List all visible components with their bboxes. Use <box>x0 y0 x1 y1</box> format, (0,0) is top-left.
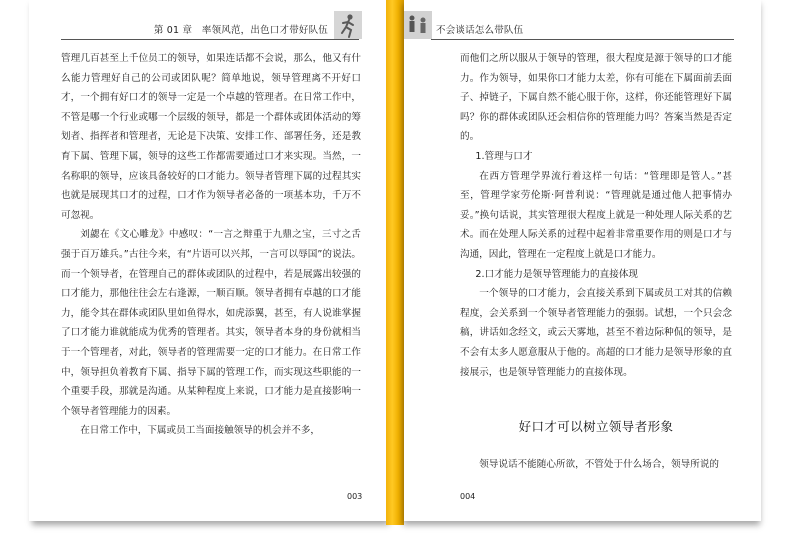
paragraph: 领导说话不能随心所欲，不管处于什么场合，领导所说的 <box>479 459 720 470</box>
section-title: 好口才可以树立领导者形象 <box>518 419 674 434</box>
paragraph: 而他们之所以服从于领导的管理，很大程度是源于领导的口才能力。作为领导，如果你口才能力太差，你有可能在下属面前丢面子、掉链子，下属自然不能心服于你，这样，你还能管理好下属吗？你的群体或团队还会相信你的管理能力吗？答案当然是否定的。 <box>460 53 732 143</box>
paragraph: 一个领导的口才能力，会直接关系到下属或员工对其的信赖程度，会关系到一个领导者管理能力的强弱。试想，一个只会念稿，讲话如念经文，或云天雾地，甚至不着边际种侃的领导，是不会有太多人愿意服从于他的。高超的口才能力是领导形象的直接展示，也是领导管理能力的直接体现。 <box>460 288 732 378</box>
left-page-number: 003 <box>347 492 363 501</box>
subheading: 2.口才能力是领导管理能力的直接体现 <box>475 268 639 280</box>
left-header-rule <box>61 39 359 40</box>
paragraph: 管理几百甚至上千位员工的领导，如果连话都不会说，那么，他又有什么能力管理好自己的公司或团队呢？简单地说，领导管理离不开好口才，一个拥有好口才的领导一定是一个卓越的管理者。在日常工作中，不管是哪一个行业或哪一个层级的领导，都是一个群体或团体活动的筹划者、指挥者和管理者，无论是下决策、安排工作、部署任务，还是教育下属、管理下属，领导的这些工作都需要通过口才来实现。当然，一名称职的领导，应该具备较好的口才能力。领导者管理下属的过程其实也就是展现其口才的过程，口才作为领导者必备的一项基本功，千万不可忽视。 <box>61 53 361 221</box>
right-header-rule <box>431 39 734 40</box>
right-page-number: 004 <box>460 492 476 501</box>
right-running-header: 不会谈话怎么带队伍 <box>436 25 524 36</box>
right-body-text <box>460 49 732 382</box>
people-photo-icon <box>404 11 432 39</box>
subheading: 1.管理与口才 <box>475 150 533 162</box>
runner-photo-icon <box>334 11 362 39</box>
left-page <box>29 0 386 521</box>
right-page <box>404 0 761 521</box>
paragraph: 在西方管理学界流行着这样一句话：“管理即是管人。”甚至，管理学家劳伦斯·阿普利说：“管理就是通过他人把事情办妥。”换句话说，其实管理很大程度上就是一种处理人际关系的艺术。而在处理人际关系的过程中起着非常重要作用的则是口才与沟通，因此，管理在一定程度上就是口才能力。 <box>460 170 732 260</box>
left-running-header: 第 01 章 率领风范，出色口才带好队伍 <box>153 25 328 36</box>
book-spine <box>386 0 404 525</box>
paragraph: 在日常工作中，下属或员工当面接触领导的机会并不多， <box>80 425 321 437</box>
left-body-text <box>61 49 361 441</box>
paragraph: 刘勰在《文心雕龙》中感叹：“一言之辩重于九鼎之宝，三寸之舌强于百万雄兵。”古往今来，有“片语可以兴邦，一言可以辱国”的说法。而一个领导者，在管理自己的群体或团队的过程中，若是展露出较强的口才能力，那他往往会左右逢源，一顺百顺。领导者拥有卓越的口才能力，能令其在群体或团队里如鱼得水，如虎添翼，甚至，有人说谁掌握了口才能力谁就能成为优秀的管理者。其实，领导者本身的身份就相当于一个管理者，对此，领导者的管理需要一定的口才能力。在日常工作中，领导担负着教育下属、指导下属的管理工作，而实现这些职能的一个重要手段，那就是沟通。从某种程度上来说，口才能力是直接影响一个领导者管理能力的因素。 <box>61 229 361 417</box>
